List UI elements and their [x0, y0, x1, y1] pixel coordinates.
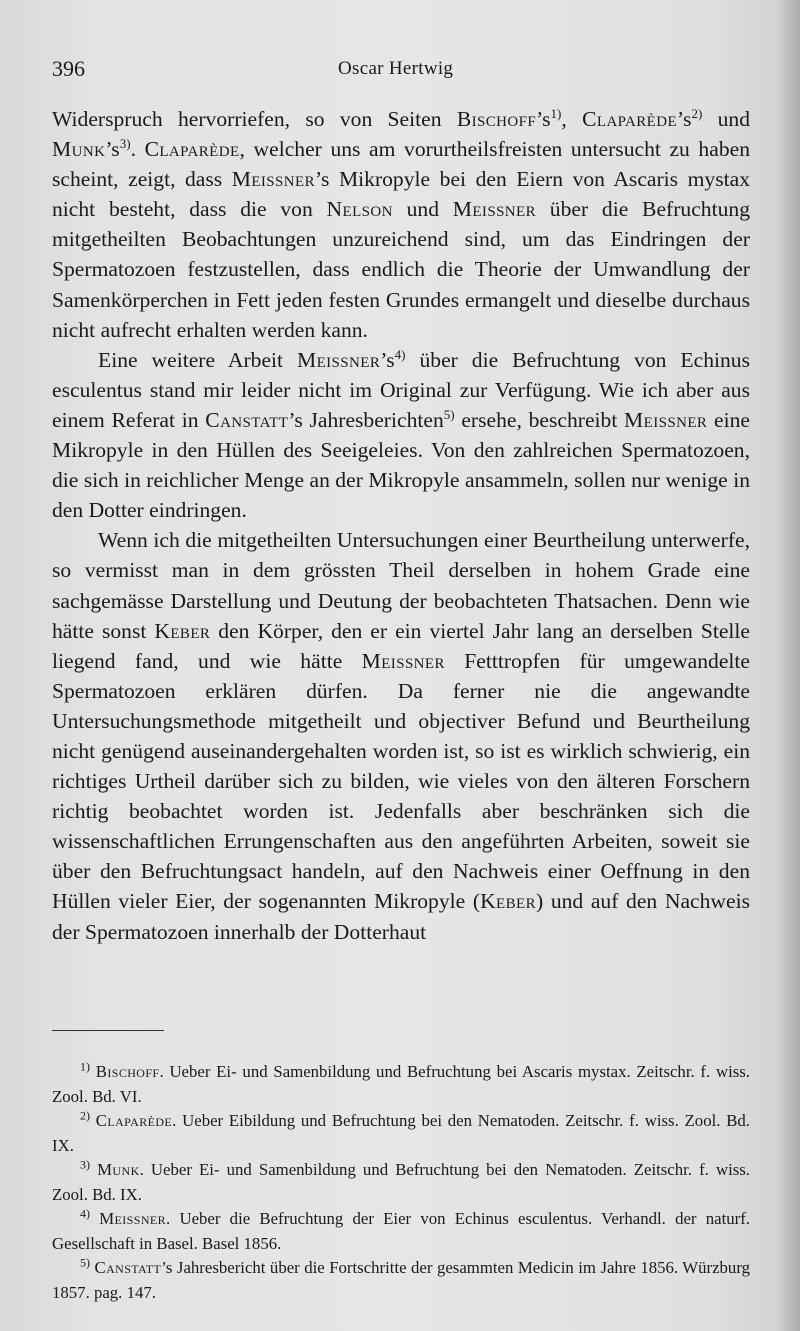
footnote-mark: 3)	[80, 1157, 90, 1172]
author-name: Meissner	[99, 1209, 167, 1228]
footnote-mark: 1)	[80, 1059, 90, 1074]
author-name: Meissner	[624, 407, 708, 432]
author-name: Claparède	[144, 137, 240, 162]
text-run: eine Mikropyle in den Hüllen des Seeigeleies. Von den zahlreichen Spermatozoen, die sich in reichlicher Menge an der Mikropyle ansammeln, sollen nur wenige in den Dotter eindringen.	[52, 407, 750, 523]
author-name: Meissner	[452, 197, 537, 222]
footnotes	[52, 1060, 750, 1305]
paragraph	[52, 525, 750, 946]
author-name: Keber	[480, 889, 536, 914]
footnote-rule	[52, 1030, 164, 1031]
author-name: Meissner	[361, 648, 445, 673]
footnote	[52, 1060, 750, 1109]
footnote-mark: 5)	[80, 1255, 90, 1270]
text-run: . Ueber Ei- und Samenbildung und Befruchtung bei den Nematoden. Zeitschr. f. wiss. Zool. Bd. IX.	[52, 1160, 751, 1204]
text-run: ,	[561, 107, 583, 131]
footnote-reference: 1)	[550, 105, 562, 121]
author-name: Claparède	[582, 107, 678, 131]
footnote-mark: 2)	[80, 1108, 90, 1123]
footnote-mark: 4)	[80, 1206, 90, 1221]
paragraph	[52, 345, 750, 526]
footnote	[52, 1109, 750, 1158]
page-header	[52, 56, 752, 88]
author-name: Munk	[97, 1160, 140, 1179]
author-name: Munk	[52, 137, 106, 162]
author-name: Bischoff	[456, 107, 537, 131]
author-name: Nelson	[326, 197, 393, 222]
text-run: über die Befruchtung von Echinus esculentus stand mir leider nicht im Original zur Verfügung. Wie ich aber aus einem Referat in	[52, 347, 750, 432]
footnote	[52, 1207, 750, 1256]
footnote	[52, 1256, 750, 1305]
text-run: . Ueber Ei- und Samenbildung und Befruchtung bei Ascaris mystax. Zeitschr. f. wiss. Zool. Bd. VI.	[52, 1062, 750, 1106]
text-run: ’s Jahresberichten	[288, 407, 444, 432]
author-name: Claparède	[95, 1111, 173, 1130]
author-name: Keber	[154, 618, 211, 643]
text-run: Eine weitere Arbeit	[98, 347, 297, 372]
footnote-reference: 2)	[691, 105, 703, 121]
footnote-reference: 4)	[394, 346, 406, 362]
text-run: ’s	[380, 347, 395, 372]
author-name: Meissner	[231, 167, 315, 192]
text-run: ersehe, beschreibt	[454, 407, 625, 432]
text-run: Fetttropfen für umgewandelte Spermatozoen erklären dürfen. Da ferner nie die angewandte Untersuchungsmethode mitgetheilt und objectiver Befund und Beurtheilung nicht genügend auseinandergehalten worden ist, so ist es wirklich schwierig, ein richtiges Urtheil darüber sich zu bilden, wie vieles von den älteren Forschern richtig beobachtet worden ist. Jedenfalls aber beschränken sich die wissenschaftlichen Errungenschaften aus den angeführten Arbeiten, soweit sie über den Befruchtungsact handeln, auf den Nachweis einer Oeffnung in den Hüllen vieler Eier, der sogenannten Mikropyle (	[52, 648, 750, 914]
text-run: den Körper, den er ein viertel Jahr lang an derselben Stelle liegend fand, und wie hätte	[52, 618, 751, 673]
text-run: ’s	[536, 107, 551, 131]
text-run: ’s Mikropyle bei den Eiern von Ascaris mystax nicht besteht, dass die von	[52, 167, 751, 222]
text-run: Widerspruch hervorriefen, so von Seiten	[52, 107, 457, 131]
text-run: und	[702, 107, 750, 131]
text-run: ’s Jahresbericht über die Fortschritte der gesammten Medicin im Jahre 1856. Würzburg 1857. pag. 147.	[52, 1258, 750, 1302]
text-run: und	[392, 197, 453, 222]
text-run: ’s	[105, 137, 120, 162]
running-head: Oscar Hertwig	[338, 58, 454, 79]
paragraph	[52, 104, 750, 345]
footnote-reference: 3)	[119, 135, 131, 151]
text-run: ’s	[677, 107, 692, 131]
text-run: .	[130, 137, 145, 162]
text-run: . Ueber die Befruchtung der Eier von Echinus esculentus. Verhandl. der naturf. Gesellschaft in Basel. Basel 1856.	[52, 1209, 750, 1253]
text-run: über die Befruchtung mitgetheilten Beobachtungen unzureichend sind, um das Eindringen der Spermatozoen festzustellen, dass endlich die Theorie der Umwandlung der Samenkörperchen in Fett jeden festen Grundes ermangelt und dieselbe durchaus nicht aufrecht erhalten werden kann.	[52, 197, 750, 342]
author-name: Canstatt	[94, 1258, 162, 1277]
author-name: Meissner	[297, 347, 381, 372]
text-run: ) und auf den Nachweis der Spermatozoen innerhalb der Dotterhaut	[52, 889, 750, 944]
author-name: Canstatt	[205, 407, 289, 432]
footnote	[52, 1158, 750, 1207]
body-text	[52, 104, 750, 947]
footnote-reference: 5)	[443, 406, 455, 422]
text-run: , welcher uns am vorurtheilsfreisten untersucht zu haben scheint, zeigt, dass	[52, 137, 750, 192]
page-number: 396	[52, 56, 85, 81]
text-run: Wenn ich die mitgetheilten Untersuchungen einer Beurtheilung unterwerfe, so vermisst man in dem grössten Theil derselben in hohem Grade eine sachgemässe Darstellung und Deutung der beobachteten Thatsachen. Denn wie hätte sonst	[52, 528, 750, 643]
text-run: . Ueber Eibildung und Befruchtung bei den Nematoden. Zeitschr. f. wiss. Zool. Bd. IX.	[52, 1111, 751, 1155]
author-name: Bischoff	[95, 1062, 160, 1081]
page-edge-shadow	[776, 0, 800, 1331]
